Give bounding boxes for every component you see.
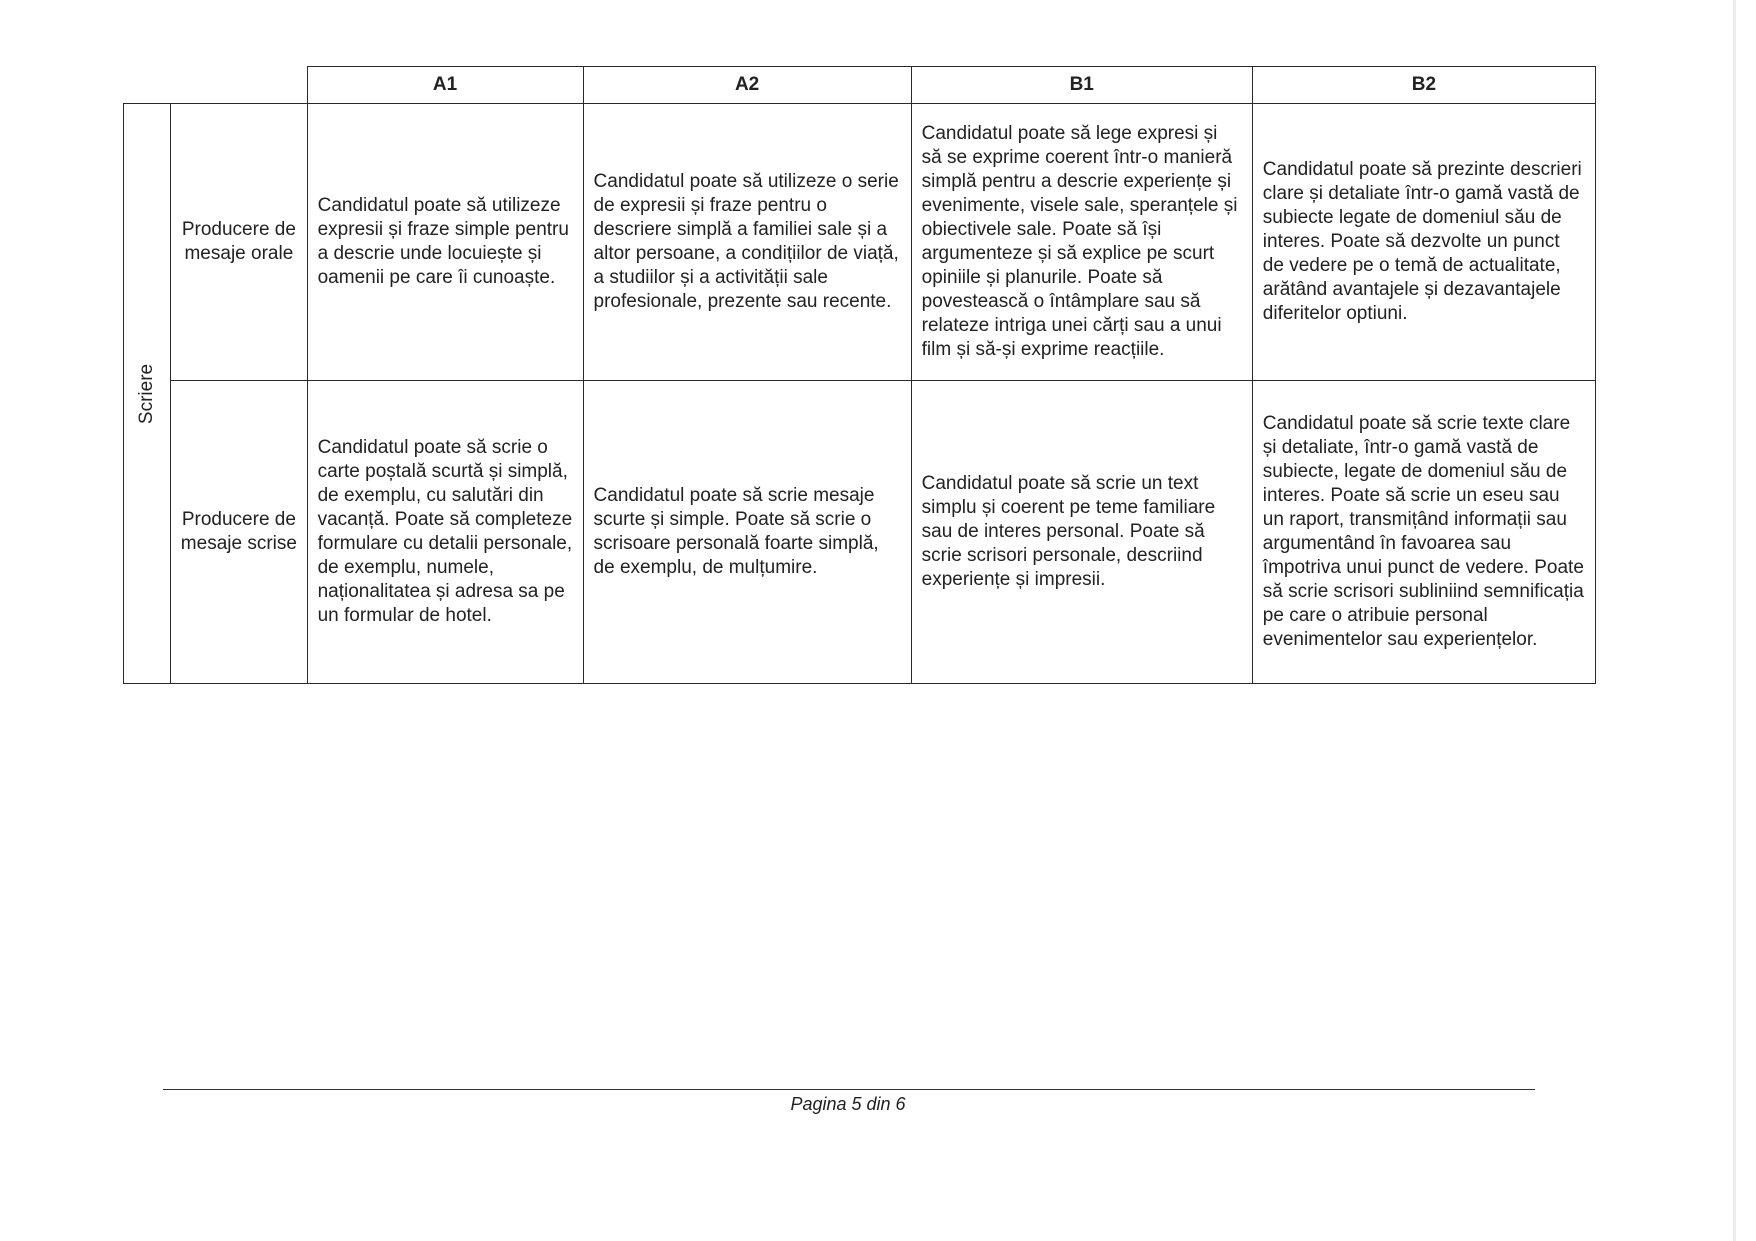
descriptor-cell: Candidatul poate să utilizeze o serie de expresii și fraze pentru o descriere simplă a familiei sale și a altor persoane, a condițiilor de viață, a studiilor și a activității sale profesionale, prezente sau recente. [583, 104, 911, 381]
descriptor-cell: Candidatul poate să scrie o carte poștală scurtă și simplă, de exemplu, cu salutări din vacanță. Poate să completeze formulare cu detalii personale, de exemplu, numele, naționalitatea și adresa sa pe un formular de hotel. [307, 381, 583, 684]
header-row [124, 67, 1596, 104]
level-header-a1: A1 [307, 67, 583, 104]
blank-corner-2 [171, 67, 307, 104]
competency-table [123, 66, 1596, 684]
skill-label: Producere de mesaje scrise [171, 381, 307, 684]
section-label: Scriere [136, 363, 158, 424]
descriptor-cell: Candidatul poate să scrie texte clare și detaliate, într-o gamă vastă de subiecte, legate de domeniul său de interes. Poate să scrie un eseu sau un raport, transmițând informații sau argumentând în favoarea sau împotriva unui punct de vedere. Poate să scrie scrisori subliniind semnificația pe care o atribuie personal evenimentelor sau experiențelor. [1252, 381, 1595, 684]
table-row [124, 381, 1596, 684]
descriptor-cell: Candidatul poate să scrie un text simplu și coerent pe teme familiare sau de interes personal. Poate să scrie scrisori personale, descriind experiențe și impresii. [911, 381, 1252, 684]
level-header-a2: A2 [583, 67, 911, 104]
footer-rule [163, 1089, 1535, 1090]
page-number: Pagina 5 din 6 [790, 1094, 906, 1114]
descriptor-cell: Candidatul poate să utilizeze expresii și fraze simple pentru a descrie unde locuiește și oamenii pe care îi cunoaște. [307, 104, 583, 381]
table-row [124, 104, 1596, 381]
level-header-b1: B1 [911, 67, 1252, 104]
descriptor-cell: Candidatul poate să prezinte descrieri clare și detaliate într-o gamă vastă de subiecte legate de domeniul său de interes. Poate să dezvolte un punct de vedere pe o temă de actualitate, arătând avantajele și dezavantajele diferitelor optiuni. [1252, 104, 1595, 381]
scan-edge [1733, 0, 1736, 1241]
blank-corner-1 [124, 67, 171, 104]
descriptor-cell: Candidatul poate să scrie mesaje scurte și simple. Poate să scrie o scrisoare personală foarte simplă, de exemplu, de mulțumire. [583, 381, 911, 684]
skill-label: Producere de mesaje orale [171, 104, 307, 381]
descriptor-cell: Candidatul poate să lege expresi și să se exprime coerent într-o manieră simplă pentru a descrie experiențe și evenimente, visele sale, speranțele și obiectivele sale. Poate să își argumenteze și să explice pe scurt opiniile și planurile. Poate să povestească o întâmplare sau să relateze intriga unei cărți sau a unui film și să-și exprime reacțiile. [911, 104, 1252, 381]
level-header-b2: B2 [1252, 67, 1595, 104]
section-cell [124, 104, 171, 684]
